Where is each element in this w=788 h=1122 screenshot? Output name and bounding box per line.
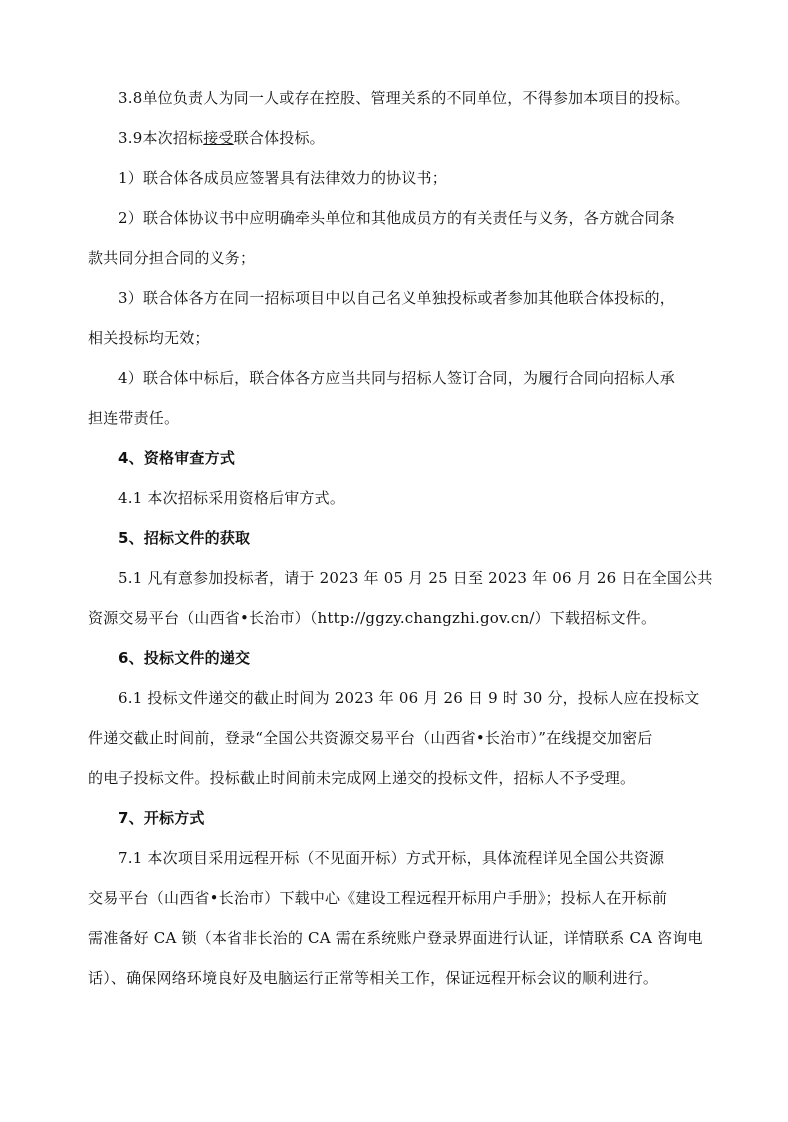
consortium-item-3-line1: 3）联合体各方在同一招标项目中以自己名义单独投标或者参加其他联合体投标的， <box>118 289 675 307</box>
clause-7-1-line2: 交易平台（山西省•长治市）下载中心《建设工程远程开标用户手册》；投标人在开标前 <box>88 889 668 907</box>
clause-3-8: 3.8单位负责人为同一人或存在控股、管理关系的不同单位，不得参加本项目的投标。 <box>118 89 690 107</box>
consortium-item-2-line1: 2）联合体协议书中应明确牵头单位和其他成员方的有关责任与义务，各方就合同条 <box>118 209 675 227</box>
clause-7-1-line1: 7.1 本次项目采用远程开标（不见面开标）方式开标，具体流程详见全国公共资源 <box>118 849 665 867</box>
heading-section-4: 4、资格审查方式 <box>118 449 236 467</box>
clause-6-1-line1: 6.1 投标文件递交的截止时间为 2023 年 06 月 26 日 9 时 30 分，投标人应在投标文 <box>118 689 700 707</box>
consortium-item-4-line2: 担连带责任。 <box>88 409 180 427</box>
clause-3-9-suffix: 联合体投标。 <box>233 129 325 147</box>
consortium-item-2-line2: 款共同分担合同的义务； <box>88 249 256 267</box>
clause-5-1-line2: 资源交易平台（山西省•长治市）（http://ggzy.changzhi.gov.cn/）下载招标文件。 <box>88 609 657 627</box>
heading-section-6: 6、投标文件的递交 <box>118 649 251 667</box>
clause-3-9 <box>118 128 738 148</box>
clause-6-1-line2: 件递交截止时间前，登录“全国公共资源交易平台（山西省•长治市）”在线提交加密后 <box>88 729 653 747</box>
clause-5-1-line1: 5.1 凡有意参加投标者，请于 2023 年 05 月 25 日至 2023 年 06 月 26 日在全国公共 <box>118 569 713 587</box>
clause-7-1-line4: 话）、确保网络环境良好及电脑运行正常等相关工作，保证远程开标会议的顺利进行。 <box>88 969 659 987</box>
consortium-item-3-line2: 相关投标均无效； <box>88 329 210 347</box>
consortium-item-1: 1）联合体各成员应签署具有法律效力的协议书； <box>118 169 447 187</box>
heading-section-5: 5、招标文件的获取 <box>118 529 251 547</box>
clause-3-9-prefix: 3.9本次招标 <box>118 129 204 147</box>
heading-section-7: 7、开标方式 <box>118 809 205 827</box>
clause-6-1-line3: 的电子投标文件。投标截止时间前未完成网上递交的投标文件，招标人不予受理。 <box>88 769 636 787</box>
clause-3-9-underlined: 接受 <box>203 129 234 147</box>
consortium-item-4-line1: 4）联合体中标后，联合体各方应当共同与招标人签订合同，为履行合同向招标人承 <box>118 369 675 387</box>
clause-7-1-line3: 需准备好 CA 锁（本省非长治的 CA 需在系统账户登录界面进行认证，详情联系 CA 咨询电 <box>88 929 703 947</box>
clause-4-1: 4.1 本次招标采用资格后审方式。 <box>118 489 346 507</box>
